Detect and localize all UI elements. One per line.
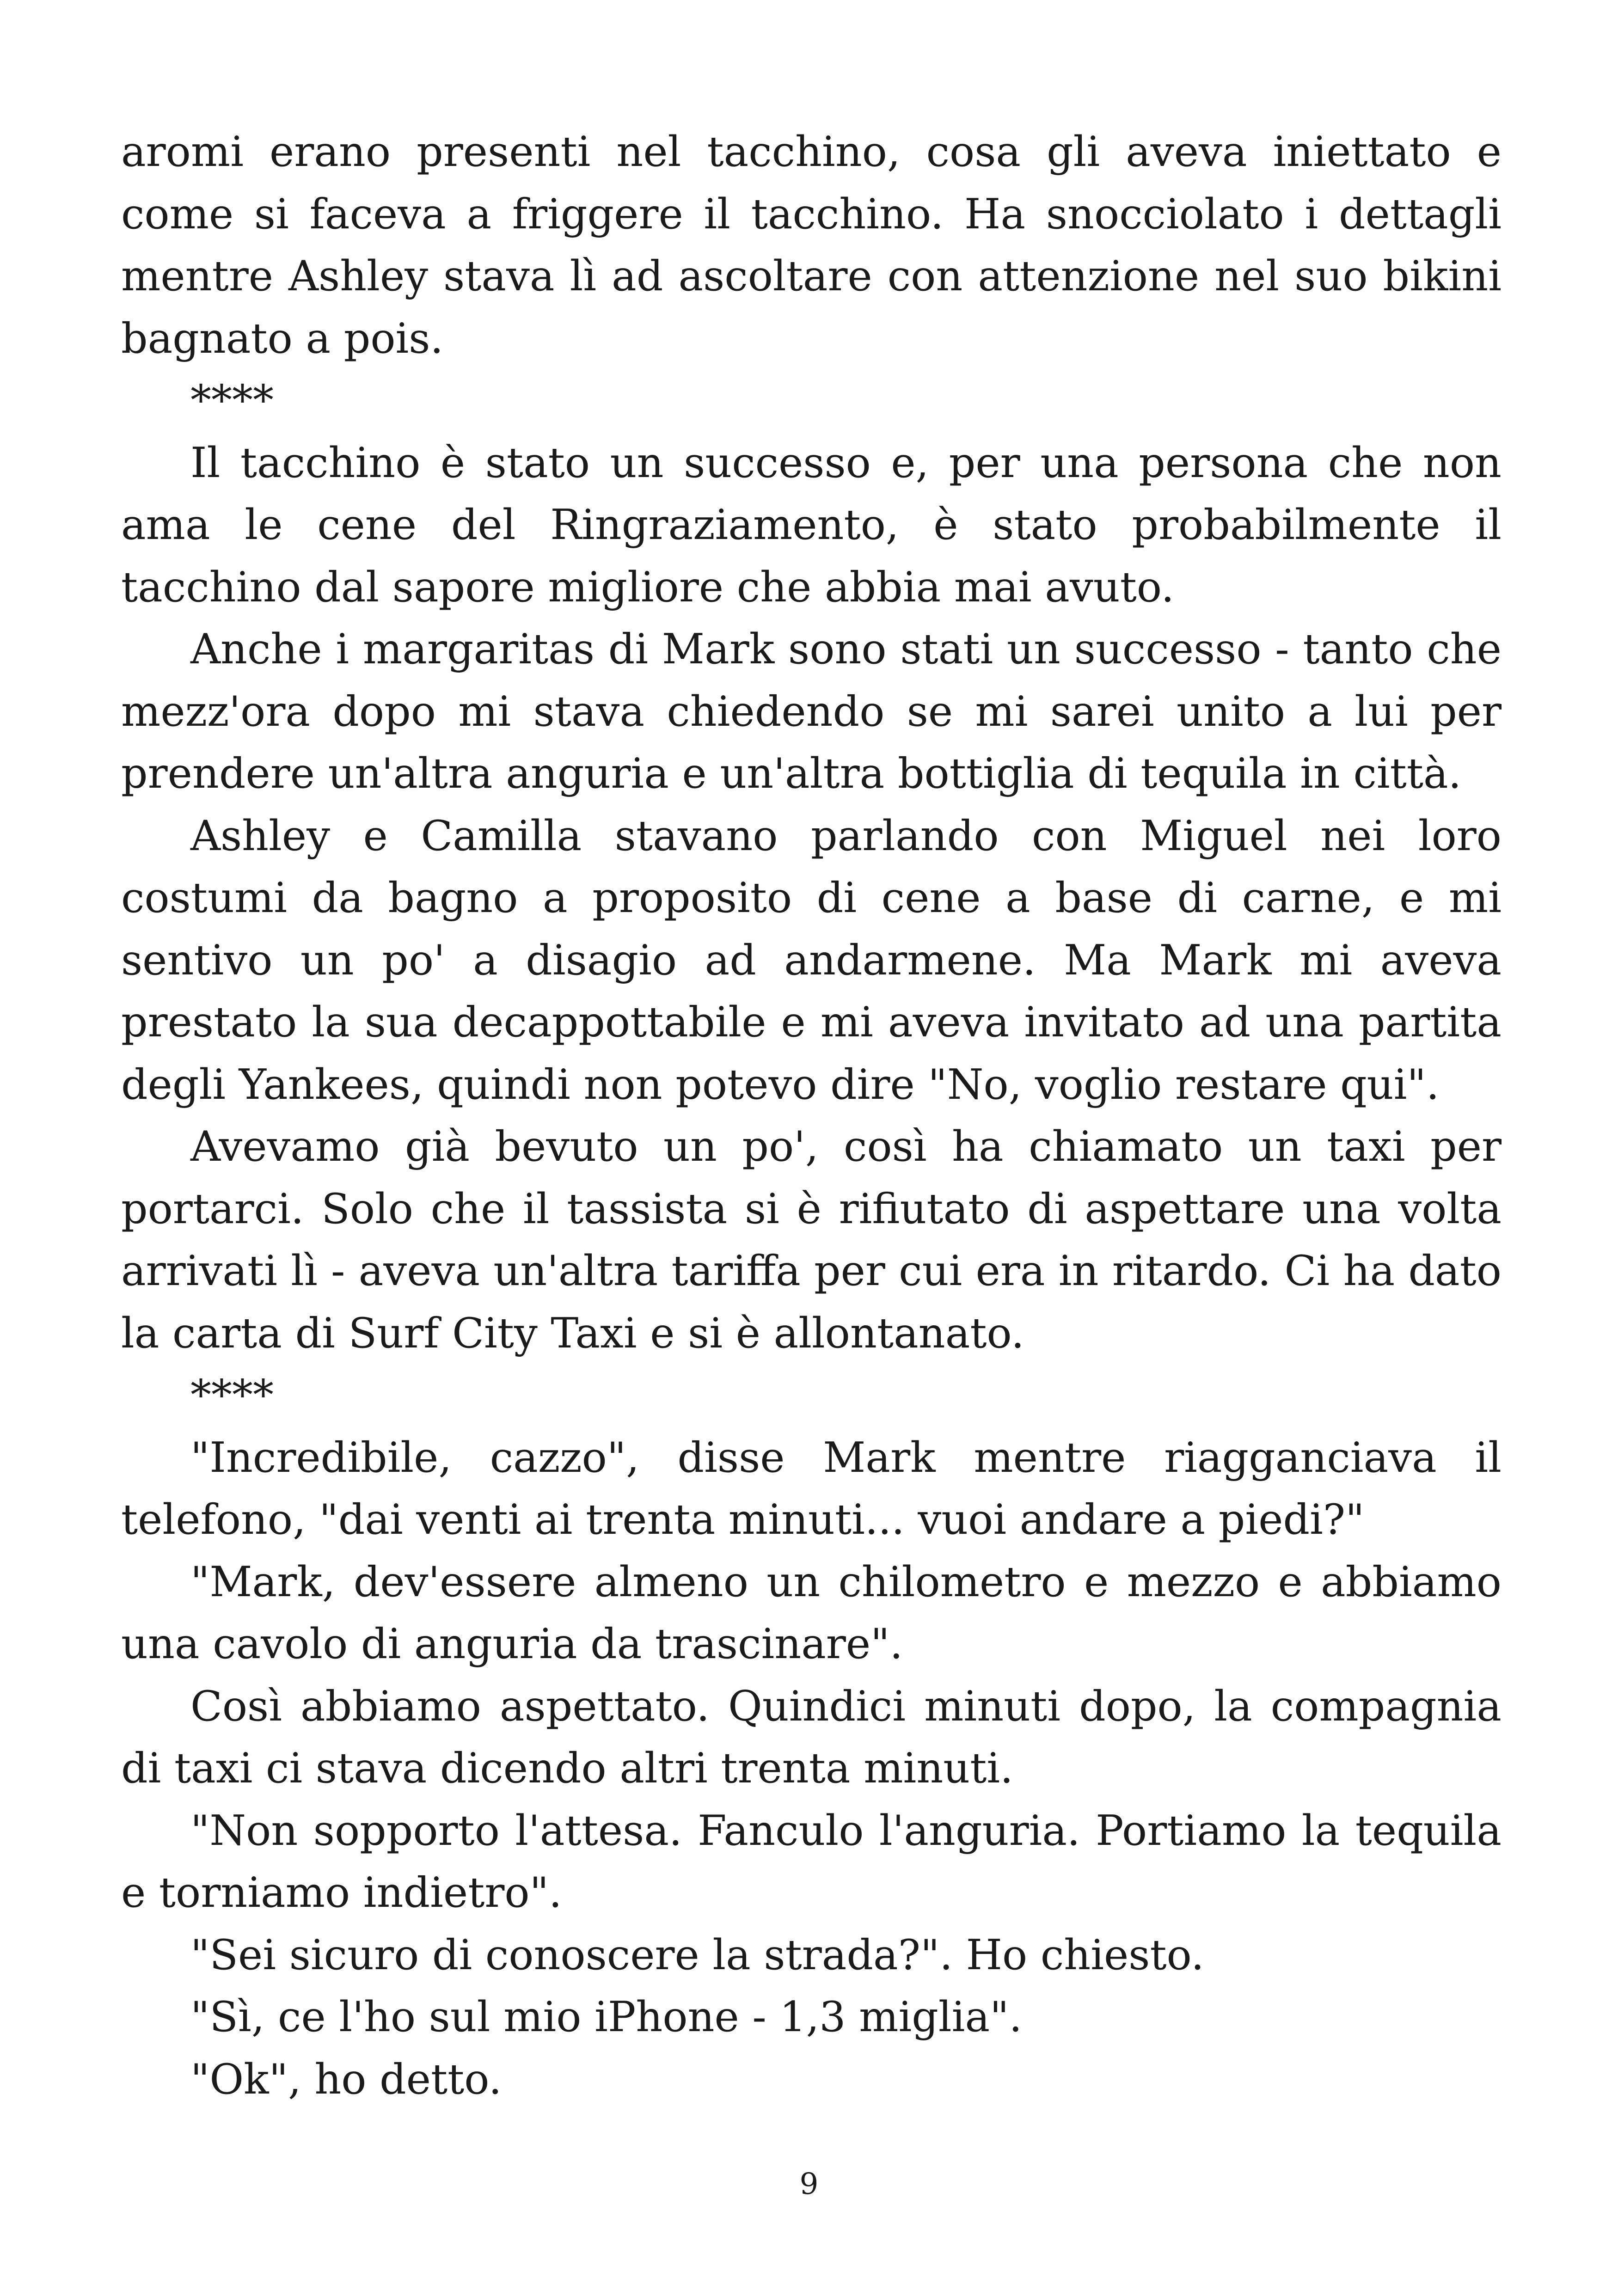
page-number: 9 bbox=[799, 2167, 819, 2201]
paragraph: "Incredibile, cazzo", disse Mark mentre riagganciava il telefono, "dai venti ai trenta minuti... vuoi andare a piedi?" bbox=[121, 1433, 1502, 1544]
paragraph: Il tacchino è stato un successo e, per una persona che non ama le cene del Ringraziamento, è stato probabilmente il tacchino dal sapore migliore che abbia mai avuto. bbox=[121, 438, 1502, 612]
paragraph: "Ok", ho detto. bbox=[190, 2055, 502, 2104]
body-text bbox=[121, 121, 1502, 2111]
section-separator: **** bbox=[190, 376, 274, 425]
paragraph: Anche i margaritas di Mark sono stati un successo - tanto che mezz'ora dopo mi stava chiedendo se mi sarei unito a lui per prendere un'altra anguria e un'altra bottiglia di tequila in città. bbox=[121, 625, 1502, 798]
paragraph: "Sì, ce l'ho sul mio iPhone - 1,3 miglia". bbox=[190, 1993, 1023, 2041]
section-separator: **** bbox=[190, 1371, 274, 1420]
paragraph: "Sei sicuro di conoscere la strada?". Ho chiesto. bbox=[190, 1930, 1204, 1979]
paragraph: Avevamo già bevuto un po', così ha chiamato un taxi per portarci. Solo che il tassista si è rifiutato di aspettare una volta arrivati lì - aveva un'altra tariffa per cui era in ritardo. Ci ha dato la carta di Surf City Taxi e si è allontanato. bbox=[121, 1122, 1502, 1358]
paragraph-continued: aromi erano presenti nel tacchino, cosa gli aveva iniettato e come si faceva a friggere il tacchino. Ha snocciolato i dettagli mentre Ashley stava lì ad ascoltare con attenzione nel suo bikini bagnato a pois. bbox=[121, 128, 1502, 363]
paragraph: "Non sopporto l'attesa. Fanculo l'anguria. Portiamo la tequila e torniamo indietro". bbox=[121, 1806, 1502, 1917]
paragraph: Così abbiamo aspettato. Quindici minuti dopo, la compagnia di taxi ci stava dicendo altri trenta minuti. bbox=[121, 1682, 1502, 1793]
paragraph: Ashley e Camilla stavano parlando con Miguel nei loro costumi da bagno a proposito di cene a base di carne, e mi sentivo un po' a disagio ad andarmene. Ma Mark mi aveva prestato la sua decappottabile e mi aveva invitato ad una partita degli Yankees, quindi non potevo dire "No, voglio restare qui". bbox=[121, 811, 1502, 1109]
paragraph: "Mark, dev'essere almeno un chilometro e mezzo e abbiamo una cavolo di anguria da trascinare". bbox=[121, 1557, 1502, 1668]
